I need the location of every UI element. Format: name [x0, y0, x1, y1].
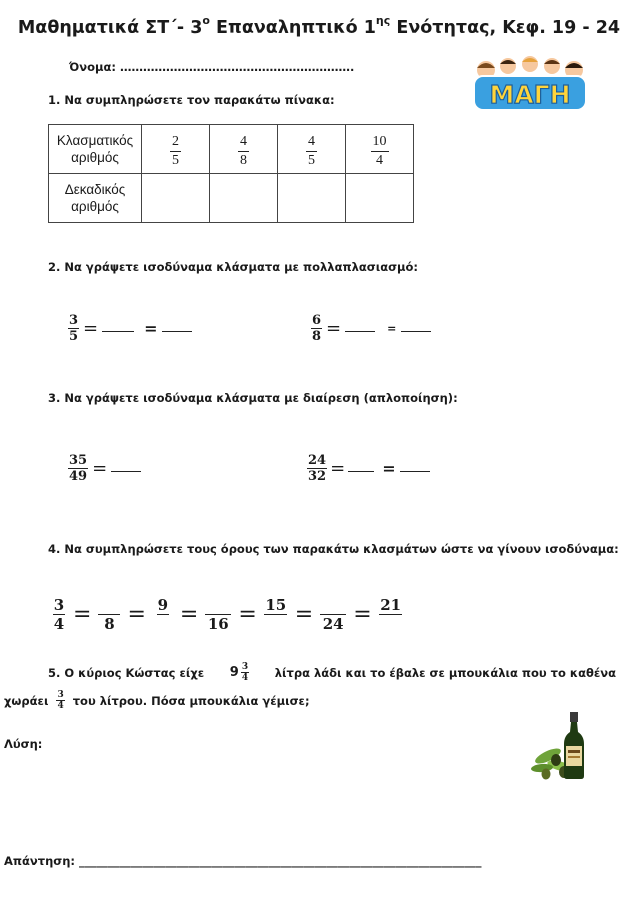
fraction: $\frac{2}{5}$	[172, 133, 179, 168]
name-line: Όνομα: …………………………………………………….	[69, 60, 355, 74]
answer-blank[interactable]	[162, 331, 192, 332]
decimal-answer-cell[interactable]	[210, 174, 278, 223]
row-label-fraction: Κλασματικός αριθμός	[49, 125, 142, 174]
fraction-cell	[210, 125, 278, 174]
decimal-answer-cell[interactable]	[346, 174, 414, 223]
fraction-cell	[278, 125, 346, 174]
math-logo	[468, 56, 592, 114]
solution-label: Λύση:	[4, 737, 43, 751]
fraction: $\frac{6}{8}$	[312, 313, 322, 344]
answer-blank[interactable]	[348, 471, 374, 472]
answer-blank[interactable]	[111, 471, 141, 472]
decimal-answer-cell[interactable]	[142, 174, 210, 223]
answer-blank[interactable]	[345, 331, 375, 332]
fraction-cell	[346, 125, 414, 174]
answer-blank[interactable]	[102, 331, 134, 332]
q4-equivalence-chain: $\frac{3}{4}$ = 8 = 9 = 16 = 15 = 24 = 21	[53, 595, 402, 633]
q2-left-expression: $\frac{3}{5}$ = =	[68, 313, 192, 344]
q2-right-expression: $\frac{6}{8}$ = =	[311, 313, 431, 344]
question-3-text: 3. Να γράψετε ισοδύναμα κλάσματα με διαίρεση (απλοποίηση):	[48, 391, 458, 405]
answer-blank[interactable]	[400, 471, 430, 472]
fraction: $\frac{4}{8}$	[240, 133, 247, 168]
question-5-line-2: χωράει 3 4 του λίτρου. Πόσα μπουκάλια γέμισε;	[4, 690, 310, 711]
fraction-blank-numerator[interactable]: 8	[98, 596, 120, 633]
fraction: $\frac{10}{4}$	[372, 133, 387, 168]
question-1-text: 1. Να συμπληρώσετε τον παρακάτω πίνακα:	[48, 93, 335, 107]
question-4-text: 4. Να συμπληρώσετε τους όρους των παρακάτω κλασμάτων ώστε να γίνουν ισοδύναμα:	[48, 542, 619, 556]
fraction: 3 4	[57, 690, 64, 711]
question-2-text: 2. Να γράψετε ισοδύναμα κλάσματα με πολλαπλασιασμό:	[48, 260, 419, 274]
fraction-table	[48, 124, 414, 223]
question-5-line-1: 5. Ο κύριος Κώστας είχε 9 3 4 λίτρα λάδι και το έβαλε σε μπουκάλια που το καθένα	[48, 662, 616, 683]
decimal-answer-cell[interactable]	[278, 174, 346, 223]
q3-right-expression: $\frac{24}{32}$ = =	[307, 453, 430, 484]
mixed-number: 9 3 4	[229, 662, 249, 683]
fraction-blank-numerator[interactable]: 16	[205, 596, 231, 633]
fraction-blank-denominator[interactable]: 9	[157, 595, 169, 614]
fraction-blank-denominator[interactable]: 15	[265, 595, 287, 614]
fraction: $\frac{4}{5}$	[308, 133, 315, 168]
olive-oil-bottle-image	[530, 710, 620, 780]
fraction-blank-numerator[interactable]: 24	[320, 596, 346, 633]
answer-line[interactable]: Απάντηση: ______________________________________________________________________	[4, 854, 482, 868]
fraction: $\frac{3}{5}$	[69, 313, 79, 344]
fraction: $\frac{3}{4}$	[53, 595, 65, 633]
fraction-blank-denominator[interactable]: 21	[380, 595, 402, 614]
page-title: Μαθηματικά ΣΤ΄- $3^o$ Επαναληπτικό $1^{\eta\varsigma}$ Ενότητας, Κεφ. 19 - 24	[17, 14, 621, 38]
logo-text: ΜΑΓΗ	[489, 80, 571, 109]
row-label-decimal: Δεκαδικός αριθμός	[49, 174, 142, 223]
answer-blank[interactable]	[401, 331, 431, 332]
fraction: $\frac{24}{32}$	[308, 453, 327, 484]
fraction-cell	[142, 125, 210, 174]
q3-left-expression: $\frac{35}{49}$ =	[68, 453, 141, 484]
fraction: $\frac{35}{49}$	[69, 453, 88, 484]
